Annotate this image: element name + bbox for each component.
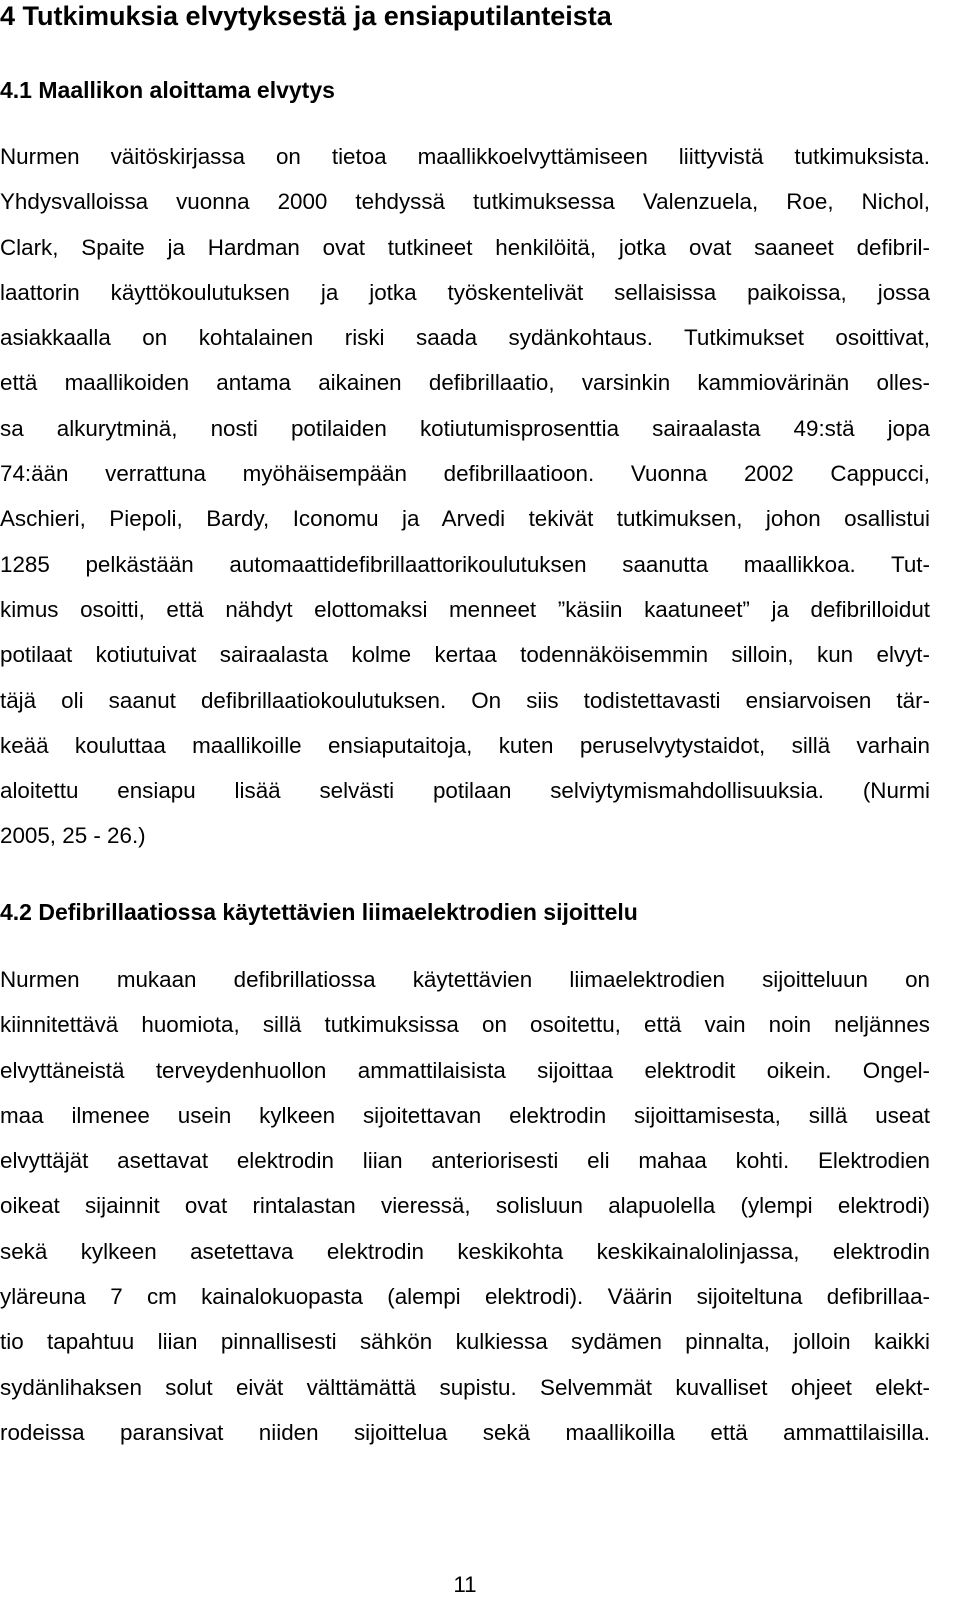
paragraph-line: sa alkurytminä, nosti potilaiden kotiutumisprosenttia sairaalasta 49:stä jopa <box>0 415 930 441</box>
paragraph-line: yläreuna 7 cm kainalokuopasta (alempi elektrodi). Väärin sijoiteltuna defibrillaa- <box>0 1284 930 1310</box>
paragraph-line: 1285 pelkästään automaattidefibrillaattorikoulutuksen saanutta maallikkoa. Tut- <box>0 551 930 577</box>
paragraph-line: potilaat kotiutuivat sairaalasta kolme kertaa todennäköisemmin silloin, kun elvyt- <box>0 642 930 668</box>
paragraph-line: elvyttäjät asettavat elektrodin liian anteriorisesti eli mahaa kohti. Elektrodien <box>0 1148 930 1174</box>
section-heading-4-2: 4.2 Defibrillaatiossa käytettävien liimaelektrodien sijoittelu <box>0 899 638 925</box>
paragraph-line: Nurmen väitöskirjassa on tietoa maallikkoelvyttämiseen liittyvistä tutkimuksista. <box>0 144 930 169</box>
paragraph-line: oikeat sijainnit ovat rintalastan vieressä, solisluun alapuolella (ylempi elektrodi) <box>0 1193 930 1219</box>
paragraph-line: asiakkaalla on kohtalainen riski saada sydänkohtaus. Tutkimukset osoittivat, <box>0 325 930 351</box>
paragraph-line: Clark, Spaite ja Hardman ovat tutkineet henkilöitä, jotka ovat saaneet defibril- <box>0 234 930 260</box>
paragraph-line: 74:ään verrattuna myöhäisempään defibrillaatioon. Vuonna 2002 Cappucci, <box>0 461 930 487</box>
paragraph-line: kiinnitettävä huomiota, sillä tutkimuksissa on osoitettu, että vain noin neljännes <box>0 1012 930 1038</box>
paragraph-line: kimus osoitti, että nähdyt elottomaksi menneet ”käsiin kaatuneet” ja defibrilloidut <box>0 596 930 622</box>
paragraph-line: sekä kylkeen asetettava elektrodin keskikohta keskikainalolinjassa, elektrodin <box>0 1238 930 1264</box>
paragraph-line: että maallikoiden antama aikainen defibrillaatio, varsinkin kammiovärinän olles- <box>0 370 930 396</box>
section-heading-4-1: 4.1 Maallikon aloittama elvytys <box>0 77 335 103</box>
paragraph-line: aloitettu ensiapu lisää selvästi potilaan selviytymismahdollisuuksia. (Nurmi <box>0 778 930 804</box>
paragraph-line: Nurmen mukaan defibrillatiossa käytettävien liimaelektrodien sijoitteluun on <box>0 967 930 992</box>
paragraph-line: maa ilmenee usein kylkeen sijoitettavan elektrodin sijoittamisesta, sillä useat <box>0 1102 930 1128</box>
section-4-1-paragraph <box>0 134 930 859</box>
paragraph-line: Yhdysvalloissa vuonna 2000 tehdyssä tutkimuksessa Valenzuela, Roe, Nichol, <box>0 189 930 215</box>
paragraph-line: tio tapahtuu liian pinnallisesti sähkön kulkiessa sydämen pinnalta, jolloin kaikki <box>0 1329 930 1355</box>
chapter-title: 4 Tutkimuksia elvytyksestä ja ensiaputilanteista <box>0 1 612 31</box>
paragraph-line: laattorin käyttökoulutuksen ja jotka työskentelivät sellaisissa paikoissa, jossa <box>0 279 930 305</box>
paragraph-line: Aschieri, Piepoli, Bardy, Iconomu ja Arvedi tekivät tutkimuksen, johon osallistui <box>0 506 930 532</box>
paragraph-line: rodeissa paransivat niiden sijoittelua sekä maallikoilla että ammattilaisilla. <box>0 1419 930 1445</box>
page-number: 11 <box>453 1572 477 1597</box>
paragraph-line: sydänlihaksen solut eivät välttämättä supistu. Selvemmät kuvalliset ohjeet elekt- <box>0 1374 930 1400</box>
paragraph-line: 2005, 25 - 26.) <box>0 823 146 849</box>
section-4-2-paragraph <box>0 957 930 1455</box>
paragraph-line: elvyttäneistä terveydenhuollon ammattilaisista sijoittaa elektrodit oikein. Ongel- <box>0 1057 930 1083</box>
paragraph-line: täjä oli saanut defibrillaatiokoulutuksen. On siis todistettavasti ensiarvoisen tär- <box>0 687 930 713</box>
paragraph-line: keää kouluttaa maallikoille ensiaputaitoja, kuten peruselvytystaidot, sillä varhain <box>0 732 930 758</box>
